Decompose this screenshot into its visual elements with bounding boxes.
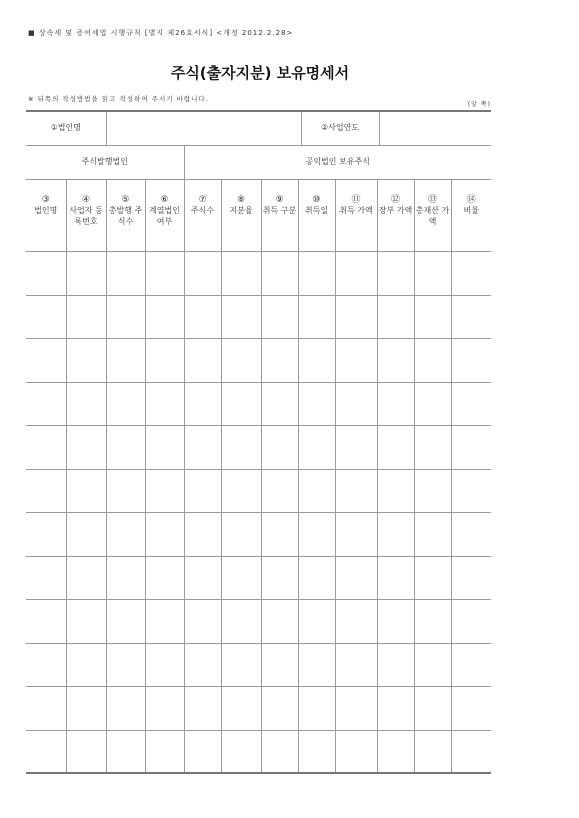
form-title: 주식(출자지분) 보유명세서 <box>170 64 350 82</box>
table-cell[interactable] <box>221 687 261 731</box>
table-row <box>26 469 491 513</box>
table-cell[interactable] <box>106 643 145 687</box>
table-cell[interactable] <box>414 382 451 426</box>
table-cell[interactable] <box>335 339 377 383</box>
table-cell[interactable] <box>335 730 377 772</box>
table-cell[interactable] <box>221 252 261 296</box>
table-cell[interactable] <box>298 469 335 513</box>
column-label: 취득 가액 <box>339 206 373 216</box>
table-cell[interactable] <box>145 295 184 339</box>
table-cell[interactable] <box>451 426 491 470</box>
table-cell[interactable] <box>261 426 298 470</box>
column-number: ⑫ <box>390 195 400 205</box>
table-cell[interactable] <box>66 295 106 339</box>
table-cell[interactable] <box>184 513 221 557</box>
table-cell[interactable] <box>377 426 414 470</box>
table-cell[interactable] <box>184 600 221 644</box>
table-cell[interactable] <box>451 730 491 772</box>
table-cell[interactable] <box>145 382 184 426</box>
group-public-interest-holdings: 공익법인 보유주식 <box>184 146 491 180</box>
table-cell[interactable] <box>261 295 298 339</box>
column-number: ⑩ <box>312 195 321 205</box>
business-year-label: ②사업연도 <box>301 112 379 145</box>
table-cell[interactable] <box>335 687 377 731</box>
table-cell[interactable] <box>145 469 184 513</box>
table-cell[interactable] <box>414 687 451 731</box>
column-number: ③ <box>41 195 50 205</box>
table-cell[interactable] <box>377 556 414 600</box>
table-cell[interactable] <box>26 426 66 470</box>
table-cell[interactable] <box>26 600 66 644</box>
form-top-table <box>26 112 491 146</box>
table-cell[interactable] <box>106 600 145 644</box>
column-number: ⑨ <box>275 195 284 205</box>
table-row <box>26 252 491 296</box>
table-cell[interactable] <box>106 469 145 513</box>
table-cell[interactable] <box>298 687 335 731</box>
column-label: 취득일 <box>304 206 329 216</box>
column-header-4 <box>66 180 106 252</box>
instruction-note: ※ 뒤쪽의 작성방법을 읽고 작성하여 주시기 바랍니다. <box>28 95 209 103</box>
table-row <box>26 600 491 644</box>
table-cell[interactable] <box>106 730 145 772</box>
table-cell[interactable] <box>298 730 335 772</box>
table-cell[interactable] <box>335 382 377 426</box>
table-cell[interactable] <box>261 600 298 644</box>
table-cell[interactable] <box>221 600 261 644</box>
table-cell[interactable] <box>414 469 451 513</box>
table-cell[interactable] <box>451 252 491 296</box>
table-cell[interactable] <box>377 730 414 772</box>
table-cell[interactable] <box>414 295 451 339</box>
table-cell[interactable] <box>66 339 106 383</box>
table-cell[interactable] <box>414 643 451 687</box>
corp-name-label: ①법인명 <box>26 112 106 145</box>
column-number: ⑥ <box>160 195 169 205</box>
column-number: ⑪ <box>351 195 361 205</box>
table-cell[interactable] <box>414 339 451 383</box>
column-header-row <box>26 180 491 252</box>
table-row <box>26 513 491 557</box>
column-label: 주식수 <box>190 206 215 216</box>
table-cell[interactable] <box>26 643 66 687</box>
table-cell[interactable] <box>377 600 414 644</box>
table-cell[interactable] <box>184 643 221 687</box>
column-number: ⑬ <box>427 195 437 205</box>
table-cell[interactable] <box>66 730 106 772</box>
table-cell[interactable] <box>261 252 298 296</box>
table-cell[interactable] <box>66 469 106 513</box>
table-cell[interactable] <box>66 513 106 557</box>
table-cell[interactable] <box>335 513 377 557</box>
table-cell[interactable] <box>377 382 414 426</box>
column-header-11 <box>335 180 377 252</box>
table-cell[interactable] <box>66 252 106 296</box>
table-cell[interactable] <box>66 600 106 644</box>
column-number: ④ <box>81 195 91 205</box>
column-header-5 <box>106 180 145 252</box>
table-cell[interactable] <box>298 556 335 600</box>
column-number: ⑤ <box>121 195 130 205</box>
table-cell[interactable] <box>377 513 414 557</box>
table-cell[interactable] <box>145 513 184 557</box>
column-label: 비율 <box>463 206 479 216</box>
table-cell[interactable] <box>298 252 335 296</box>
column-label: 사업자 등록번호 <box>69 206 103 226</box>
table-cell[interactable] <box>184 339 221 383</box>
table-cell[interactable] <box>184 469 221 513</box>
table-cell[interactable] <box>298 643 335 687</box>
table-cell[interactable] <box>261 643 298 687</box>
table-cell[interactable] <box>335 252 377 296</box>
table-cell[interactable] <box>298 382 335 426</box>
table-cell[interactable] <box>26 469 66 513</box>
table-cell[interactable] <box>66 643 106 687</box>
table-cell[interactable] <box>377 252 414 296</box>
table-cell[interactable] <box>451 556 491 600</box>
table-cell[interactable] <box>451 295 491 339</box>
table-cell[interactable] <box>221 426 261 470</box>
table-cell[interactable] <box>261 730 298 772</box>
table-cell[interactable] <box>451 469 491 513</box>
table-cell[interactable] <box>106 382 145 426</box>
column-header-9 <box>261 180 298 252</box>
table-cell[interactable] <box>298 426 335 470</box>
column-number: ⑦ <box>198 195 207 205</box>
table-cell[interactable] <box>451 382 491 426</box>
table-cell[interactable] <box>26 687 66 731</box>
column-number: ⑧ <box>236 195 246 205</box>
column-label: 총발행 주식수 <box>108 206 143 226</box>
table-cell[interactable] <box>261 513 298 557</box>
column-label: 계열법인 여부 <box>149 206 180 226</box>
table-cell[interactable] <box>184 252 221 296</box>
table-cell[interactable] <box>184 730 221 772</box>
column-header-3 <box>26 180 66 252</box>
table-cell[interactable] <box>414 730 451 772</box>
table-cell[interactable] <box>414 513 451 557</box>
table-row <box>26 339 491 383</box>
table-cell[interactable] <box>106 426 145 470</box>
table-cell[interactable] <box>261 687 298 731</box>
table-cell[interactable] <box>221 295 261 339</box>
table-cell[interactable] <box>414 600 451 644</box>
holdings-table <box>26 146 491 773</box>
table-cell[interactable] <box>145 730 184 772</box>
table-cell[interactable] <box>106 513 145 557</box>
table-cell[interactable] <box>221 513 261 557</box>
table-cell[interactable] <box>298 600 335 644</box>
table-cell[interactable] <box>261 382 298 426</box>
table-row <box>26 687 491 731</box>
table-cell[interactable] <box>26 252 66 296</box>
column-label: 취득 구분 <box>262 206 297 216</box>
table-cell[interactable] <box>106 295 145 339</box>
table-cell[interactable] <box>261 339 298 383</box>
table-cell[interactable] <box>145 252 184 296</box>
column-header-7 <box>184 180 221 252</box>
table-cell[interactable] <box>377 339 414 383</box>
group-issuing-corp: 주식발행법인 <box>26 146 184 180</box>
table-row <box>26 556 491 600</box>
column-header-13 <box>414 180 451 252</box>
table-cell[interactable] <box>335 556 377 600</box>
column-header-10 <box>298 180 335 252</box>
table-cell[interactable] <box>66 687 106 731</box>
table-cell[interactable] <box>298 339 335 383</box>
table-cell[interactable] <box>221 643 261 687</box>
table-cell[interactable] <box>221 469 261 513</box>
table-cell[interactable] <box>26 513 66 557</box>
table-cell[interactable] <box>184 295 221 339</box>
table-row <box>26 730 491 772</box>
table-cell[interactable] <box>335 469 377 513</box>
column-label: 총재산 가액 <box>415 206 450 226</box>
table-cell[interactable] <box>377 469 414 513</box>
business-year-field[interactable] <box>379 112 491 145</box>
table-cell[interactable] <box>377 643 414 687</box>
column-header-12 <box>377 180 414 252</box>
table-cell[interactable] <box>145 426 184 470</box>
table-cell[interactable] <box>184 382 221 426</box>
table-cell[interactable] <box>26 339 66 383</box>
table-cell[interactable] <box>335 600 377 644</box>
table-cell[interactable] <box>26 730 66 772</box>
table-cell[interactable] <box>377 295 414 339</box>
table-cell[interactable] <box>335 426 377 470</box>
table-cell[interactable] <box>106 687 145 731</box>
table-cell[interactable] <box>221 556 261 600</box>
table-row <box>26 382 491 426</box>
table-cell[interactable] <box>145 600 184 644</box>
table-cell[interactable] <box>335 643 377 687</box>
table-cell[interactable] <box>451 513 491 557</box>
table-cell[interactable] <box>66 426 106 470</box>
table-cell[interactable] <box>26 382 66 426</box>
table-cell[interactable] <box>298 513 335 557</box>
table-row <box>26 426 491 470</box>
column-label: 장부 가액 <box>378 206 413 216</box>
table-cell[interactable] <box>184 426 221 470</box>
table-cell[interactable] <box>414 426 451 470</box>
page-side-label: (앞 쪽) <box>467 101 491 108</box>
table-row <box>26 295 491 339</box>
column-header-14 <box>451 180 491 252</box>
table-cell[interactable] <box>145 687 184 731</box>
table-cell[interactable] <box>66 556 106 600</box>
table-cell[interactable] <box>451 600 491 644</box>
table-cell[interactable] <box>221 730 261 772</box>
table-cell[interactable] <box>451 687 491 731</box>
table-cell[interactable] <box>414 252 451 296</box>
holdings-form <box>26 110 491 774</box>
table-row <box>26 643 491 687</box>
table-cell[interactable] <box>335 295 377 339</box>
column-label: 지분율 <box>229 206 253 216</box>
column-header-6 <box>145 180 184 252</box>
table-cell[interactable] <box>298 295 335 339</box>
column-header-8 <box>221 180 261 252</box>
table-cell[interactable] <box>414 556 451 600</box>
regulation-line: ■ 상속세 및 증여세법 시행규칙 [별지 제26호서식] <개정 2012.2.28> <box>28 29 294 37</box>
table-cell[interactable] <box>106 252 145 296</box>
table-cell[interactable] <box>221 339 261 383</box>
table-cell[interactable] <box>221 382 261 426</box>
table-cell[interactable] <box>145 339 184 383</box>
table-cell[interactable] <box>66 382 106 426</box>
table-cell[interactable] <box>184 687 221 731</box>
table-cell[interactable] <box>106 556 145 600</box>
table-cell[interactable] <box>26 556 66 600</box>
table-cell[interactable] <box>451 643 491 687</box>
column-label: 법인명 <box>34 206 58 216</box>
table-cell[interactable] <box>261 469 298 513</box>
column-number: ⑭ <box>466 195 476 205</box>
table-cell[interactable] <box>145 556 184 600</box>
table-cell[interactable] <box>145 643 184 687</box>
table-cell[interactable] <box>26 295 66 339</box>
table-cell[interactable] <box>106 339 145 383</box>
corp-name-field[interactable] <box>106 112 301 145</box>
table-cell[interactable] <box>261 556 298 600</box>
table-cell[interactable] <box>377 687 414 731</box>
table-cell[interactable] <box>451 339 491 383</box>
table-cell[interactable] <box>184 556 221 600</box>
